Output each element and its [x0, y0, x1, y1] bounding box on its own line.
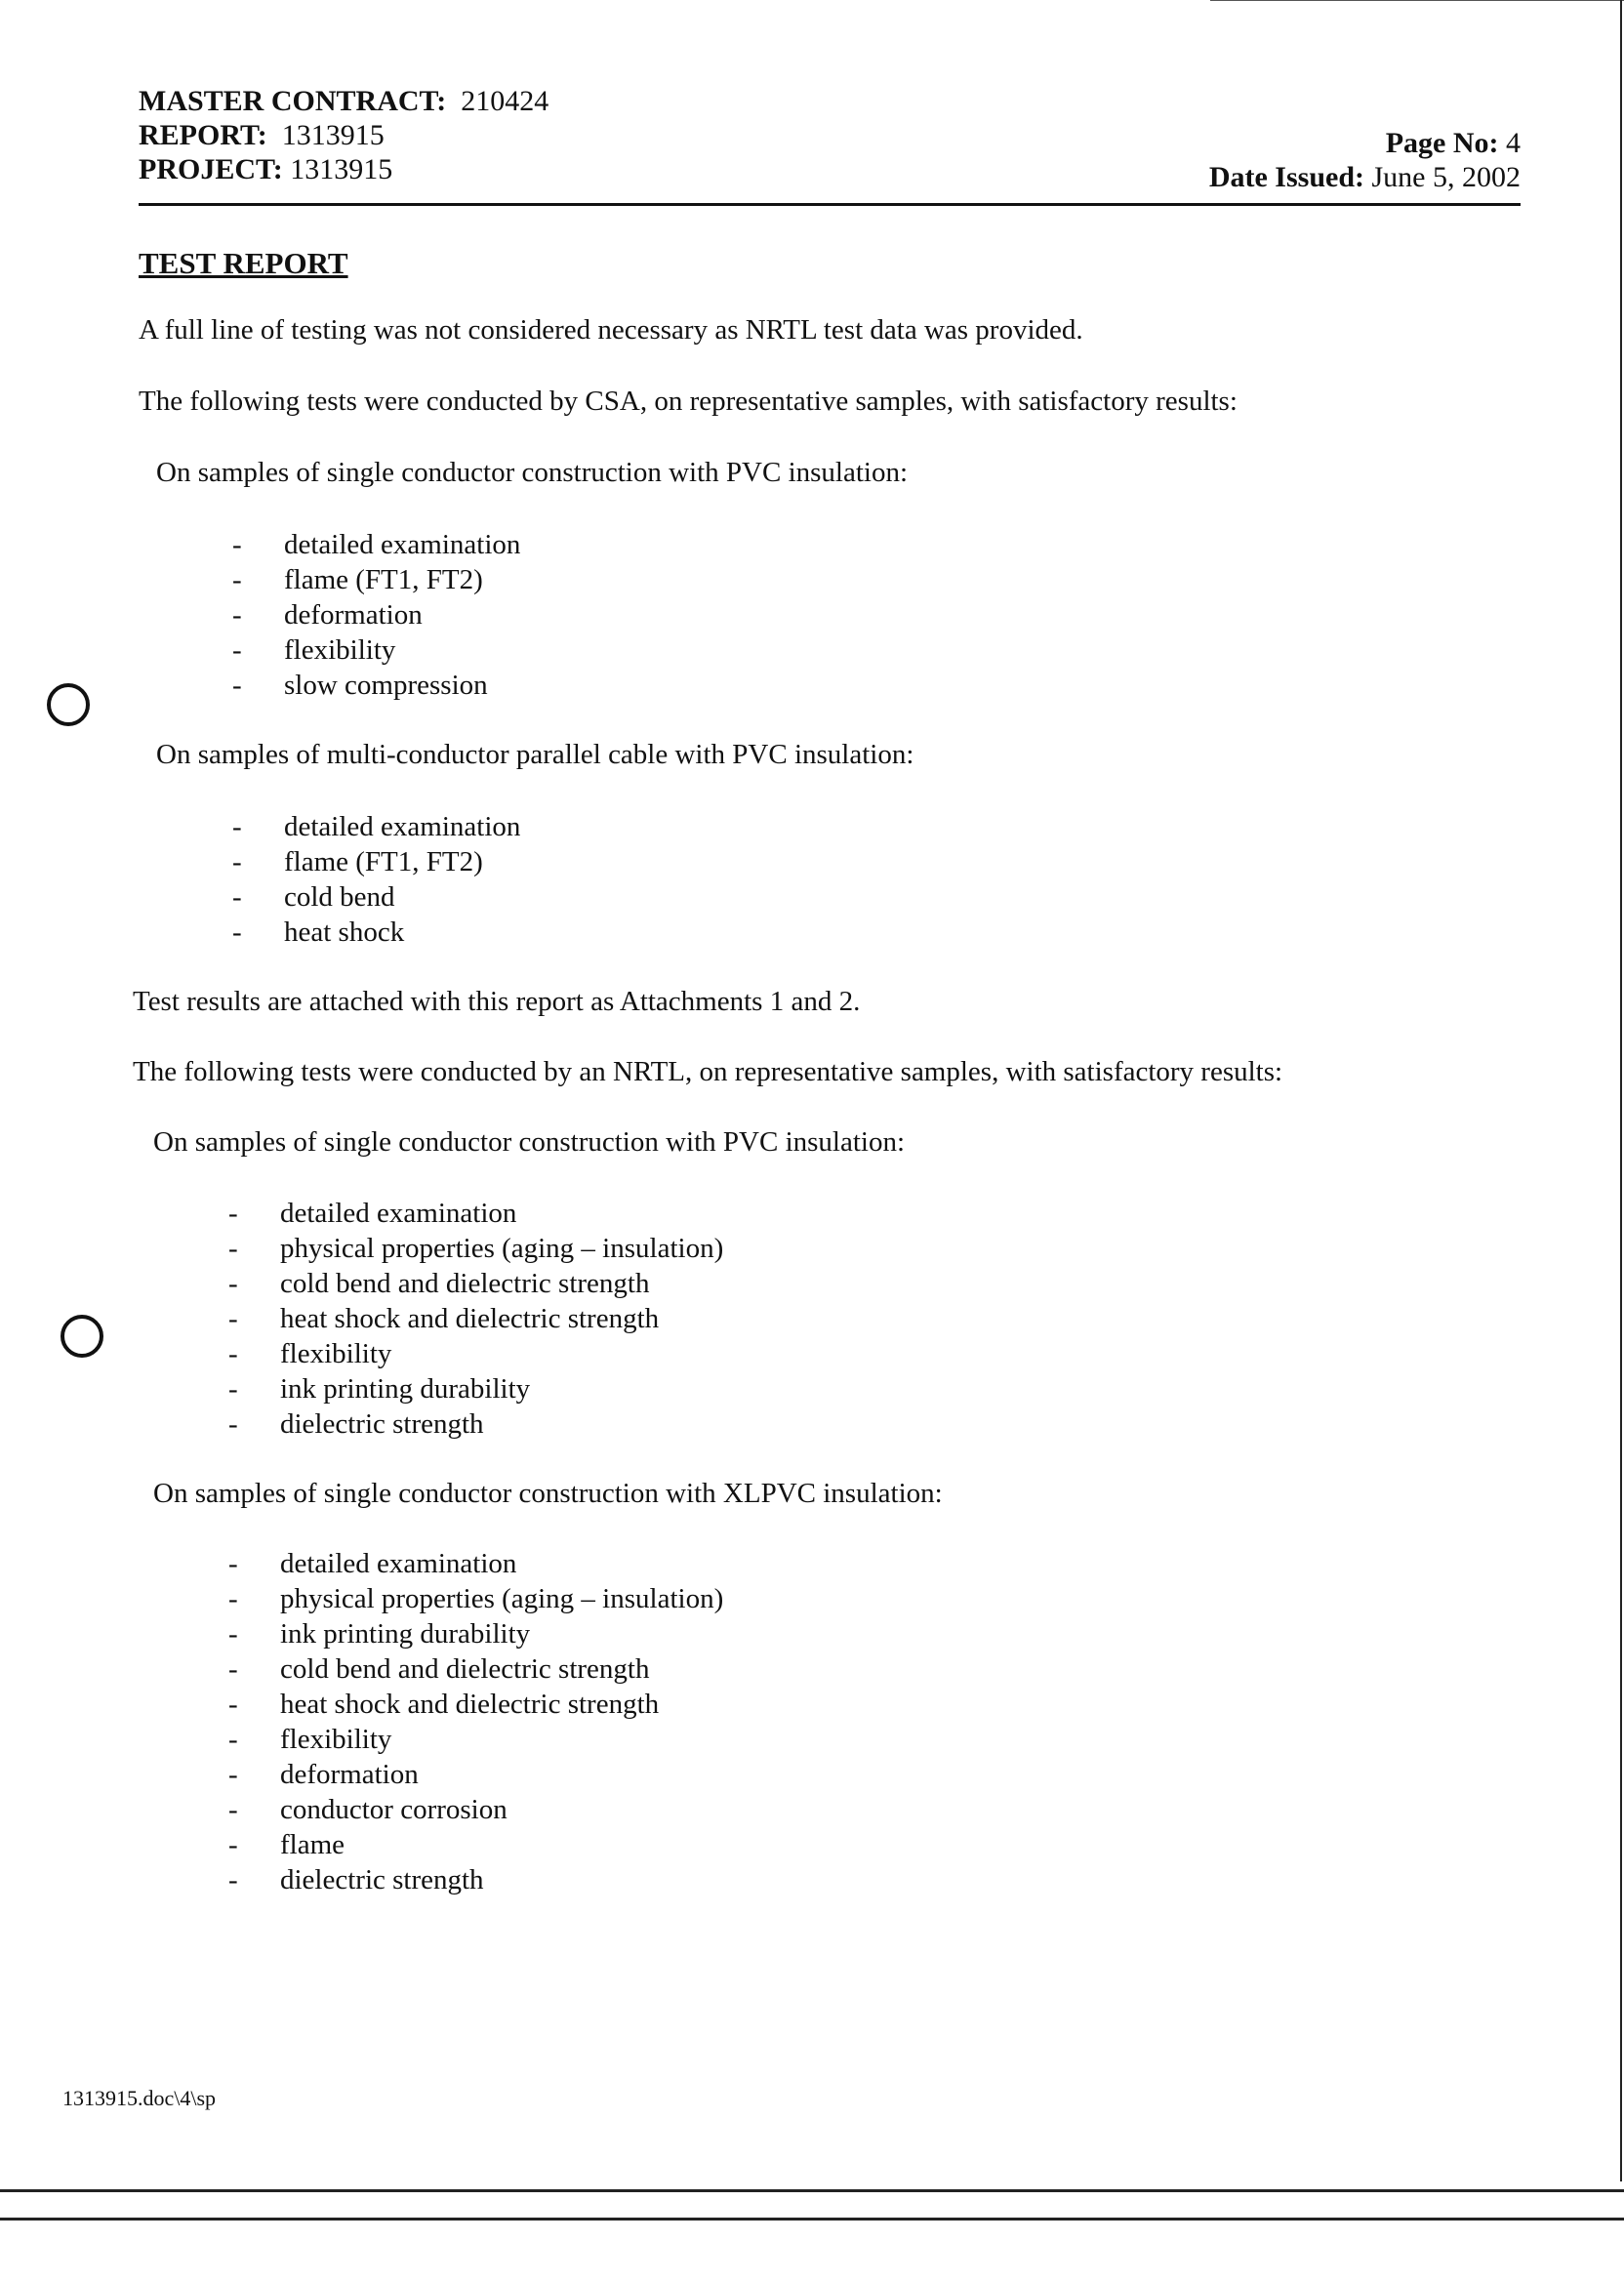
report-label: REPORT: — [139, 119, 267, 151]
list-item: - deformation — [232, 597, 520, 632]
csa-group1-list — [232, 527, 520, 703]
page-number-label: Page No: — [1385, 127, 1499, 159]
list-item: - heat shock and dielectric strength — [228, 1687, 723, 1722]
csa-lead-paragraph: The following tests were conducted by CSA, on representative samples, with satisfactory results: — [139, 386, 1238, 417]
list-item: - deformation — [228, 1757, 723, 1792]
nrtl-group2-heading: On samples of single conductor construction with XLPVC insulation: — [153, 1478, 943, 1509]
date-issued-line — [1209, 160, 1521, 194]
top-edge-rule — [1210, 0, 1624, 1]
nrtl-group1-heading: On samples of single conductor construction with PVC insulation: — [153, 1126, 906, 1158]
list-item: - conductor corrosion — [228, 1792, 723, 1827]
list-item: - dielectric strength — [228, 1406, 723, 1442]
csa-group1-heading: On samples of single conductor construction with PVC insulation: — [156, 457, 909, 488]
punch-hole-mark — [61, 1315, 103, 1358]
list-item: - slow compression — [232, 668, 520, 703]
project-line — [139, 152, 548, 186]
report-header — [139, 84, 1521, 209]
list-item: - heat shock — [232, 915, 520, 950]
project-label: PROJECT: — [139, 153, 283, 185]
document-id: 1313915.doc\4\sp — [62, 2086, 217, 2110]
date-issued-label: Date Issued: — [1208, 161, 1364, 193]
list-item: - ink printing durability — [228, 1371, 723, 1406]
page-number-value: 4 — [1506, 127, 1521, 159]
punch-hole-mark — [47, 683, 90, 726]
list-item: - flame (FT1, FT2) — [232, 562, 520, 597]
list-item: - heat shock and dielectric strength — [228, 1301, 723, 1336]
header-right-block — [1209, 126, 1521, 194]
section-title: TEST REPORT — [139, 246, 348, 280]
list-item: - cold bend and dielectric strength — [228, 1651, 723, 1687]
master-contract-value: 210424 — [461, 85, 549, 117]
attachments-note: Test results are attached with this report as Attachments 1 and 2. — [133, 986, 861, 1017]
list-item: - flexibility — [228, 1722, 723, 1757]
list-item: - detailed examination — [228, 1546, 723, 1581]
project-value: 1313915 — [290, 153, 393, 185]
nrtl-group1-list — [228, 1196, 723, 1442]
list-item: - dielectric strength — [228, 1862, 723, 1897]
date-issued-value: June 5, 2002 — [1371, 161, 1521, 193]
list-item: - physical properties (aging – insulation) — [228, 1581, 723, 1616]
list-item: - ink printing durability — [228, 1616, 723, 1651]
report-line — [139, 118, 548, 152]
bottom-rule — [0, 2218, 1624, 2221]
header-divider — [139, 203, 1521, 206]
nrtl-group2-list — [228, 1546, 723, 1897]
report-value: 1313915 — [281, 119, 385, 151]
list-item: - cold bend — [232, 879, 520, 915]
list-item: - physical properties (aging – insulation) — [228, 1231, 723, 1266]
list-item: - flexibility — [232, 632, 520, 668]
list-item: - cold bend and dielectric strength — [228, 1266, 723, 1301]
right-page-border — [1620, 0, 1622, 2181]
bottom-rule — [0, 2189, 1624, 2192]
list-item: - detailed examination — [232, 809, 520, 844]
list-item: - flexibility — [228, 1336, 723, 1371]
master-contract-line — [139, 84, 548, 118]
list-item: - detailed examination — [228, 1196, 723, 1231]
list-item: - detailed examination — [232, 527, 520, 562]
csa-group2-heading: On samples of multi-conductor parallel cable with PVC insulation: — [156, 739, 914, 770]
list-item: - flame (FT1, FT2) — [232, 844, 520, 879]
list-item: - flame — [228, 1827, 723, 1862]
csa-group2-list — [232, 809, 520, 950]
header-left-block — [139, 84, 548, 186]
intro-paragraph: A full line of testing was not considered necessary as NRTL test data was provided. — [139, 314, 1083, 346]
master-contract-label: MASTER CONTRACT: — [139, 85, 447, 117]
page-number-line — [1209, 126, 1521, 160]
nrtl-lead-paragraph: The following tests were conducted by an NRTL, on representative samples, with satisfactory results: — [133, 1056, 1283, 1087]
